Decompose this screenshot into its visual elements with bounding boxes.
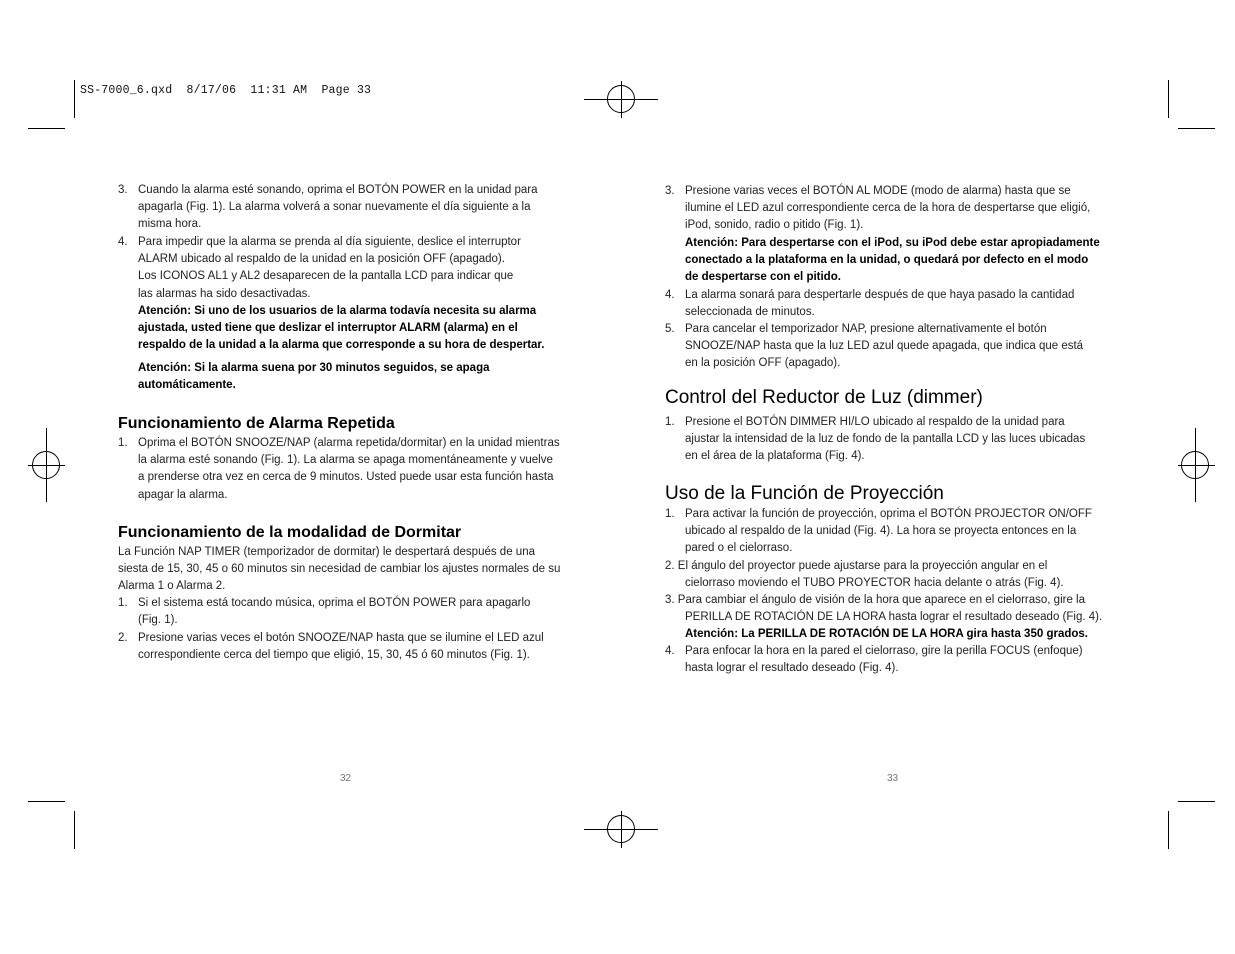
proj-item-1-text: Para activar la función de proyección, oprima el BOTÓN PROJECTOR ON/OFF ubicado al respaldo de la unidad (Fig. 4). La hora se proyecta entonces en la pared o el cielorraso. (685, 508, 1092, 555)
right-item-4-text: La alarma sonará para despertarle después de que haya pasado la cantidad seleccionada de minutos. (685, 289, 1075, 319)
nap-item-2: 2. (118, 632, 128, 644)
dimmer-item-1-text: Presione el BOTÓN DIMMER HI/LO ubicado al respaldo de la unidad para ajustar la intensidad de la luz de fondo de la pantalla LCD y las luces ubicadas en el área de la plataforma (Fig. 4). (685, 416, 1086, 463)
left-item-3-text: Cuando la alarma esté sonando, oprima el BOTÓN POWER en la unidad para apagarla (Fig. 1). La alarma volverá a sonar nuevamente el día siguiente a la misma hora. (138, 184, 538, 231)
proj-item-1: 1. (665, 508, 675, 520)
heading-modalidad-dormitar: Funcionamiento de la modalidad de Dormitar (118, 524, 462, 541)
right-item-3-text: Presione varias veces el BOTÓN AL MODE (modo de alarma) hasta que se ilumine el LED azul correspondiente cerca de la hora de despertarse que eligió, iPod, sonido, radio o pitido (Fig. 1). (685, 185, 1091, 232)
attention-note-auto-off: Atención: Si la alarma suena por 30 minutos seguidos, se apaga automáticamente. (138, 362, 490, 392)
file-slug: SS-7000_6.qxd 8/17/06 11:31 AM Page 33 (80, 84, 372, 97)
heading-reductor-luz: Control del Reductor de Luz (dimmer) (665, 387, 983, 408)
dimmer-item-1: 1. (665, 416, 675, 428)
page-number-left: 32 (340, 773, 352, 784)
repeat-item-1: 1. (118, 437, 128, 449)
heading-funcion-proyeccion: Uso de la Función de Proyección (665, 483, 944, 504)
attention-note-rotation: Atención: La PERILLA DE ROTACIÓN DE LA HORA gira hasta 350 grados. (685, 628, 1088, 641)
left-item-4-text: Para impedir que la alarma se prenda al día siguiente, deslice el interruptor ALARM ubicado al respaldo de la unidad en la posición OFF (apagado). Los ICONOS AL1 y AL2 desaparecen de la pantalla LCD para indicar que las alarmas ha sido desactivadas. (138, 236, 521, 300)
proj-item-4: 4. (665, 645, 675, 657)
proj-item-4-text: Para enfocar la hora en la pared el cielorraso, gire la perilla FOCUS (enfoque) hasta lograr el resultado deseado (Fig. 4). (685, 645, 1083, 675)
nap-intro-paragraph: La Función NAP TIMER (temporizador de dormitar) le despertará después de una siesta de 15, 30, 45 o 60 minutos sin necesidad de cambiar los ajustes normales de su Alarma 1 o Alarma 2. (118, 546, 561, 593)
nap-item-1-text: Si el sistema está tocando música, oprima el BOTÓN POWER para apagarlo (Fig. 1). (138, 597, 531, 627)
proj-item-3: 3. Para cambiar el ángulo de visión de la hora que aparece en el cielorraso, gire la PERILLA DE ROTACIÓN DE LA HORA hasta lograr el resultado deseado (Fig. 4). Atención: La PERILLA DE ROTACIÓN DE LA HORA gira hasta 350 grados. (665, 592, 1102, 644)
attention-note-alarm-switch: Atención: Si uno de los usuarios de la alarma todavía necesita su alarma ajustada, usted tiene que deslizar el interruptor ALARM (alarma) en el respaldo de la unidad a la alarma que corresponde a su hora de despertar. (138, 305, 545, 352)
proj-item-2: 2. El ángulo del proyector puede ajustarse para la proyección angular en el cielorraso moviendo el TUBO PROYECTOR hacia delante o atrás (Fig. 4). (665, 560, 1064, 590)
nap-item-2-text: Presione varias veces el botón SNOOZE/NAP hasta que se ilumine el LED azul correspondiente cerca del tiempo que eligió, 15, 30, 45 ó 60 minutos (Fig. 1). (138, 632, 544, 662)
right-item-5-text: Para cancelar el temporizador NAP, presione alternativamente el botón SNOOZE/NAP hasta que la luz LED azul quede apagada, que indica que está en la posición OFF (apagado). (685, 323, 1084, 370)
right-item-4: 4. (665, 289, 675, 301)
left-item-3: 3. (118, 184, 128, 196)
nap-item-1: 1. (118, 597, 128, 609)
repeat-item-1-text: Oprima el BOTÓN SNOOZE/NAP (alarma repetida/dormitar) en la unidad mientras la alarma esté sonando (Fig. 1). La alarma se apaga momentáneamente y vuelve a prenderse otra vez en cerca de 9 minutos. Usted puede usar esta función hasta apagar la alarma. (138, 437, 560, 501)
left-item-4: 4. (118, 236, 128, 248)
attention-note-ipod: Atención: Para despertarse con el iPod, su iPod debe estar apropiadamente conectado a la plataforma en la unidad, o quedará por defecto en el modo de despertarse con el pitido. (685, 237, 1100, 284)
right-item-3: 3. (665, 185, 675, 197)
heading-alarma-repetida: Funcionamiento de Alarma Repetida (118, 415, 395, 432)
page-number-right: 33 (887, 773, 899, 784)
right-item-5: 5. (665, 323, 675, 335)
